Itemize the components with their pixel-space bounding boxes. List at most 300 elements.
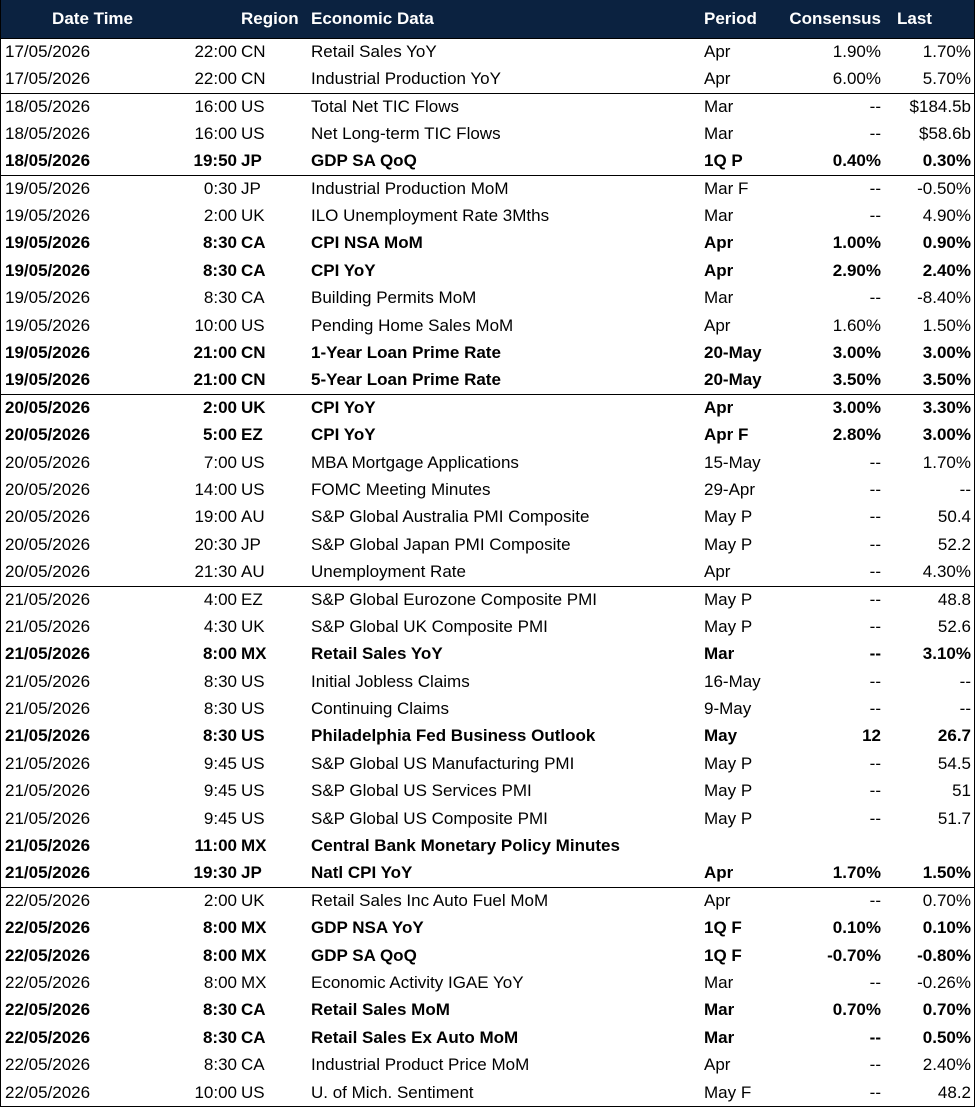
cell-region: CA: [241, 1027, 266, 1047]
table-row: [1, 1079, 974, 1106]
cell-period: Apr: [704, 891, 731, 911]
table-row: [1, 887, 974, 914]
cell-period: May P: [704, 808, 753, 828]
cell-region: JP: [241, 179, 261, 199]
cell-region: US: [241, 753, 265, 773]
cell-region: JP: [241, 151, 262, 171]
cell-date: 21/05/2026: [5, 590, 91, 609]
cell-date: 19/05/2026: [5, 288, 91, 308]
table-row: [1, 832, 974, 859]
cell-period: Apr: [704, 863, 734, 883]
cell-period: Mar: [704, 1027, 735, 1047]
cell-date: 22/05/2026: [5, 1055, 91, 1075]
cell-time: 8:30: [202, 1027, 237, 1047]
cell-region: US: [241, 808, 265, 828]
cell-time: 8:00: [202, 918, 237, 938]
cell-period: Apr F: [704, 425, 749, 445]
cell-period: Apr: [704, 315, 731, 335]
cell-date: 22/05/2026: [5, 918, 91, 938]
cell-time: 8:30: [203, 288, 237, 308]
cell-region: JP: [241, 863, 262, 883]
cell-last: -0.80%: [917, 945, 971, 965]
cell-consensus: 2.80%: [832, 425, 881, 445]
cell-time: 22:00: [194, 42, 237, 62]
cell-period: 1Q P: [704, 151, 743, 171]
cell-consensus: 3.50%: [832, 370, 881, 390]
table-row: [1, 1024, 974, 1051]
cell-economic-data: Net Long-term TIC Flows: [311, 123, 501, 143]
cell-date: 18/05/2026: [5, 96, 91, 116]
cell-period: Mar: [704, 96, 734, 116]
table-row: [1, 476, 974, 503]
cell-time: 7:00: [203, 452, 237, 472]
table-row: [1, 285, 974, 312]
cell-date: 21/05/2026: [5, 699, 91, 719]
cell-last: 50.4: [937, 507, 971, 527]
cell-economic-data: Retail Sales YoY: [311, 42, 437, 62]
cell-last: 3.00%: [922, 342, 971, 362]
cell-economic-data: Retail Sales MoM: [311, 1000, 450, 1020]
cell-consensus: 1.60%: [832, 315, 881, 335]
cell-region: MX: [241, 945, 267, 965]
header-economic-data: Economic Data: [311, 9, 434, 28]
cell-consensus: --: [869, 781, 881, 801]
cell-region: AU: [241, 562, 265, 582]
cell-period: May P: [704, 753, 753, 773]
cell-period: 16-May: [704, 671, 761, 691]
cell-consensus: --: [869, 507, 881, 527]
cell-economic-data: S&P Global Australia PMI Composite: [311, 507, 590, 527]
cell-economic-data: GDP SA QoQ: [311, 945, 417, 965]
cell-region: UK: [241, 891, 265, 911]
cell-consensus: 0.10%: [832, 918, 881, 938]
cell-time: 8:30: [203, 1055, 237, 1075]
table-row: [1, 860, 974, 887]
table-row: [1, 394, 974, 421]
cell-period: Mar F: [704, 179, 749, 199]
cell-last: -0.50%: [917, 179, 971, 199]
cell-date: 22/05/2026: [5, 891, 91, 911]
cell-time: 16:00: [194, 123, 237, 143]
cell-time: 9:45: [203, 753, 237, 773]
cell-date: 20/05/2026: [5, 398, 91, 418]
cell-consensus: --: [869, 179, 881, 199]
cell-region: MX: [241, 918, 267, 938]
table-row: [1, 449, 974, 476]
cell-region: CA: [241, 233, 266, 253]
cell-time: 4:30: [203, 616, 237, 636]
cell-date: 19/05/2026: [5, 260, 91, 280]
table-row: [1, 695, 974, 722]
cell-period: Mar: [704, 644, 735, 664]
cell-period: May P: [704, 590, 753, 609]
cell-last: 0.50%: [922, 1027, 971, 1047]
table-row: [1, 230, 974, 257]
cell-time: 21:00: [193, 370, 237, 390]
cell-economic-data: Unemployment Rate: [311, 562, 466, 582]
cell-economic-data: CPI YoY: [311, 260, 376, 280]
cell-date: 22/05/2026: [5, 1027, 91, 1047]
cell-last: --: [959, 479, 971, 499]
cell-economic-data: Pending Home Sales MoM: [311, 315, 514, 335]
cell-region: US: [241, 123, 265, 143]
cell-period: Apr: [704, 42, 731, 62]
cell-consensus: 0.40%: [832, 151, 881, 171]
cell-date: 21/05/2026: [5, 781, 91, 801]
cell-last: 1.50%: [922, 863, 971, 883]
table-row: [1, 120, 974, 147]
table-row: [1, 504, 974, 531]
table-row: [1, 668, 974, 695]
cell-time: 8:30: [203, 699, 237, 719]
cell-time: 9:45: [203, 808, 237, 828]
cell-time: 19:50: [193, 151, 237, 171]
cell-date: 22/05/2026: [5, 1000, 91, 1020]
cell-date: 19/05/2026: [5, 233, 91, 253]
cell-consensus: --: [869, 452, 881, 472]
table-row: [1, 613, 974, 640]
cell-last: 26.7: [937, 726, 971, 746]
cell-date: 20/05/2026: [5, 507, 91, 527]
cell-period: 1Q F: [704, 918, 742, 938]
cell-time: 8:30: [202, 260, 237, 280]
cell-last: 0.70%: [922, 1000, 971, 1020]
cell-region: MX: [241, 644, 267, 664]
cell-consensus: -0.70%: [827, 945, 881, 965]
cell-consensus: --: [869, 644, 881, 664]
cell-time: 2:00: [203, 891, 237, 911]
cell-date: 22/05/2026: [5, 1082, 91, 1102]
cell-region: MX: [241, 836, 267, 856]
cell-region: UK: [241, 616, 265, 636]
cell-period: May P: [704, 781, 753, 801]
cell-region: US: [241, 699, 265, 719]
cell-period: May P: [704, 616, 753, 636]
cell-last: 0.10%: [922, 918, 971, 938]
cell-last: 3.50%: [922, 370, 971, 390]
cell-consensus: --: [869, 1055, 881, 1075]
cell-period: 1Q F: [704, 945, 742, 965]
cell-region: US: [241, 479, 265, 499]
table-row: [1, 997, 974, 1024]
cell-period: Mar: [704, 1000, 735, 1020]
cell-economic-data: GDP NSA YoY: [311, 918, 424, 938]
cell-period: May P: [704, 534, 753, 554]
cell-date: 21/05/2026: [5, 726, 91, 746]
cell-region: CN: [241, 42, 266, 62]
table-row: [1, 915, 974, 942]
cell-time: 14:00: [194, 479, 237, 499]
cell-economic-data: MBA Mortgage Applications: [311, 452, 519, 472]
cell-economic-data: Industrial Production MoM: [311, 179, 509, 199]
cell-period: Apr: [704, 398, 734, 418]
cell-period: 20-May: [704, 342, 762, 362]
cell-economic-data: Continuing Claims: [311, 699, 449, 719]
cell-time: 21:00: [193, 342, 237, 362]
cell-consensus: 3.00%: [832, 398, 881, 418]
cell-economic-data: Natl CPI YoY: [311, 863, 413, 883]
cell-economic-data: Retail Sales Inc Auto Fuel MoM: [311, 891, 549, 911]
table-row: [1, 969, 974, 996]
table-row: [1, 38, 974, 65]
cell-consensus: --: [869, 671, 881, 691]
cell-economic-data: 1-Year Loan Prime Rate: [311, 342, 501, 362]
cell-date: 22/05/2026: [5, 972, 91, 992]
cell-consensus: 2.90%: [832, 260, 881, 280]
cell-last: 54.5: [937, 753, 971, 773]
cell-economic-data: CPI YoY: [311, 398, 376, 418]
cell-period: Apr: [704, 69, 731, 89]
cell-date: 20/05/2026: [5, 562, 91, 582]
cell-consensus: 0.70%: [832, 1000, 881, 1020]
cell-last: --: [959, 671, 971, 691]
header-last: Last: [897, 9, 932, 28]
cell-region: US: [241, 452, 265, 472]
cell-date: 21/05/2026: [5, 836, 91, 856]
cell-economic-data: Industrial Product Price MoM: [311, 1055, 530, 1075]
cell-date: 18/05/2026: [5, 151, 91, 171]
table-row: [1, 805, 974, 832]
cell-economic-data: ILO Unemployment Rate 3Mths: [311, 206, 550, 226]
cell-period: May: [704, 726, 738, 746]
cell-date: 17/05/2026: [5, 69, 91, 89]
cell-region: US: [241, 726, 265, 746]
cell-consensus: --: [869, 1027, 881, 1047]
table-row: [1, 942, 974, 969]
cell-region: CN: [241, 342, 266, 362]
cell-time: 16:00: [194, 96, 237, 116]
cell-economic-data: S&P Global Japan PMI Composite: [311, 534, 571, 554]
cell-period: Mar: [704, 972, 734, 992]
cell-economic-data: Industrial Production YoY: [311, 69, 501, 89]
cell-consensus: 1.00%: [832, 233, 881, 253]
cell-consensus: --: [869, 590, 881, 609]
table-header: [1, 0, 974, 38]
cell-economic-data: Building Permits MoM: [311, 288, 477, 308]
cell-date: 20/05/2026: [5, 452, 91, 472]
cell-region: US: [241, 781, 265, 801]
cell-region: EZ: [241, 590, 263, 609]
cell-date: 20/05/2026: [5, 425, 91, 445]
cell-last: 0.90%: [922, 233, 971, 253]
cell-time: 8:00: [203, 972, 237, 992]
table-row: [1, 312, 974, 339]
header-region: Region: [241, 9, 299, 28]
cell-time: 9:45: [203, 781, 237, 801]
cell-date: 17/05/2026: [5, 42, 91, 62]
cell-economic-data: Total Net TIC Flows: [311, 96, 460, 116]
cell-last: 0.30%: [922, 151, 971, 171]
table-row: [1, 421, 974, 448]
cell-period: Apr: [704, 562, 731, 582]
cell-economic-data: 5-Year Loan Prime Rate: [311, 370, 501, 390]
cell-last: 48.8: [937, 590, 971, 609]
cell-date: 19/05/2026: [5, 370, 91, 390]
cell-economic-data: U. of Mich. Sentiment: [311, 1082, 474, 1102]
cell-time: 8:00: [202, 644, 237, 664]
table-row: [1, 778, 974, 805]
cell-period: 29-Apr: [704, 479, 756, 499]
cell-last: 4.30%: [922, 562, 971, 582]
table-row: [1, 65, 974, 92]
cell-consensus: --: [869, 96, 881, 116]
table-row: [1, 148, 974, 175]
cell-economic-data: CPI YoY: [311, 425, 376, 445]
cell-time: 19:00: [194, 507, 237, 527]
cell-date: 19/05/2026: [5, 206, 91, 226]
table-row: [1, 93, 974, 120]
cell-last: $58.6b: [919, 123, 971, 143]
cell-consensus: 1.90%: [832, 42, 881, 62]
cell-time: 11:00: [194, 836, 237, 856]
cell-consensus: --: [869, 753, 881, 773]
cell-period: Mar: [704, 206, 734, 226]
cell-last: 2.40%: [922, 260, 971, 280]
cell-region: UK: [241, 206, 265, 226]
cell-last: $184.5b: [909, 96, 971, 116]
cell-period: 9-May: [704, 699, 752, 719]
cell-consensus: --: [869, 699, 881, 719]
header-consensus: Consensus: [789, 9, 881, 28]
cell-time: 4:00: [203, 590, 237, 609]
cell-time: 21:30: [194, 562, 237, 582]
cell-region: UK: [241, 398, 266, 418]
cell-consensus: --: [869, 288, 881, 308]
table-row: [1, 1051, 974, 1078]
cell-economic-data: S&P Global UK Composite PMI: [311, 616, 548, 636]
table-row: [1, 558, 974, 585]
cell-date: 18/05/2026: [5, 123, 91, 143]
cell-last: 3.10%: [922, 644, 971, 664]
cell-date: 19/05/2026: [5, 342, 91, 362]
cell-last: -0.26%: [917, 972, 971, 992]
cell-last: 5.70%: [922, 69, 971, 89]
cell-consensus: --: [869, 206, 881, 226]
cell-period: May P: [704, 507, 753, 527]
header-date-time: Date Time: [52, 9, 133, 28]
table-row: [1, 750, 974, 777]
cell-region: EZ: [241, 425, 263, 445]
cell-economic-data: S&P Global US Composite PMI: [311, 808, 548, 828]
cell-region: AU: [241, 507, 265, 527]
cell-consensus: --: [869, 891, 881, 911]
cell-region: JP: [241, 534, 261, 554]
cell-last: 0.70%: [922, 891, 971, 911]
cell-time: 10:00: [194, 315, 237, 335]
cell-date: 20/05/2026: [5, 479, 91, 499]
cell-economic-data: Initial Jobless Claims: [311, 671, 470, 691]
cell-economic-data: S&P Global US Services PMI: [311, 781, 532, 801]
cell-region: CA: [241, 288, 265, 308]
cell-date: 19/05/2026: [5, 179, 91, 199]
cell-consensus: --: [869, 972, 881, 992]
cell-consensus: --: [869, 1082, 881, 1102]
cell-time: 8:30: [202, 233, 237, 253]
cell-date: 20/05/2026: [5, 534, 91, 554]
cell-date: 21/05/2026: [5, 808, 91, 828]
cell-consensus: 1.70%: [832, 863, 881, 883]
cell-last: -8.40%: [917, 288, 971, 308]
cell-time: 2:00: [202, 398, 237, 418]
cell-last: 4.90%: [922, 206, 971, 226]
table-row: [1, 641, 974, 668]
table-row: [1, 257, 974, 284]
table-row: [1, 339, 974, 366]
cell-time: 8:30: [202, 1000, 237, 1020]
cell-date: 21/05/2026: [5, 863, 91, 883]
cell-consensus: 12: [862, 726, 881, 746]
cell-consensus: --: [869, 123, 881, 143]
cell-economic-data: Retail Sales YoY: [311, 644, 443, 664]
cell-date: 19/05/2026: [5, 315, 91, 335]
cell-last: 2.40%: [922, 1055, 971, 1075]
cell-period: Apr: [704, 1055, 731, 1075]
cell-economic-data: Retail Sales Ex Auto MoM: [311, 1027, 519, 1047]
cell-period: Apr: [704, 233, 734, 253]
cell-date: 21/05/2026: [5, 644, 91, 664]
table-row: [1, 367, 974, 394]
cell-region: US: [241, 1082, 265, 1102]
cell-consensus: --: [869, 562, 881, 582]
cell-time: 8:30: [203, 671, 237, 691]
cell-time: 2:00: [203, 206, 237, 226]
cell-date: 21/05/2026: [5, 671, 91, 691]
cell-time: 10:00: [194, 1082, 237, 1102]
cell-last: 52.6: [937, 616, 971, 636]
cell-consensus: --: [869, 808, 881, 828]
cell-economic-data: FOMC Meeting Minutes: [311, 479, 491, 499]
cell-last: 3.00%: [922, 425, 971, 445]
cell-last: 1.50%: [922, 315, 971, 335]
cell-consensus: --: [869, 479, 881, 499]
cell-last: --: [959, 699, 971, 719]
cell-economic-data: S&P Global US Manufacturing PMI: [311, 753, 575, 773]
cell-time: 0:30: [203, 179, 237, 199]
cell-region: CA: [241, 1055, 265, 1075]
cell-last: 48.2: [937, 1082, 971, 1102]
cell-time: 20:30: [194, 534, 237, 554]
cell-date: 22/05/2026: [5, 945, 91, 965]
cell-last: 1.70%: [922, 42, 971, 62]
table-row: [1, 586, 974, 613]
cell-consensus: --: [869, 534, 881, 554]
cell-economic-data: CPI NSA MoM: [311, 233, 423, 253]
table-row: [1, 723, 974, 750]
cell-last: 51.7: [937, 808, 971, 828]
table-row: [1, 175, 974, 202]
cell-consensus: 6.00%: [832, 69, 881, 89]
cell-region: CN: [241, 370, 266, 390]
cell-consensus: --: [869, 616, 881, 636]
cell-economic-data: GDP SA QoQ: [311, 151, 417, 171]
cell-region: CA: [241, 1000, 266, 1020]
cell-region: US: [241, 315, 265, 335]
table-row: [1, 531, 974, 558]
cell-region: CN: [241, 69, 266, 89]
cell-region: CA: [241, 260, 266, 280]
cell-period: 15-May: [704, 452, 761, 472]
cell-region: US: [241, 671, 265, 691]
cell-economic-data: Economic Activity IGAE YoY: [311, 972, 524, 992]
cell-time: 8:00: [202, 945, 237, 965]
cell-economic-data: Philadelphia Fed Business Outlook: [311, 726, 596, 746]
cell-economic-data: Central Bank Monetary Policy Minutes: [311, 836, 620, 856]
cell-period: May F: [704, 1082, 752, 1102]
cell-last: 52.2: [937, 534, 971, 554]
cell-date: 21/05/2026: [5, 753, 91, 773]
cell-period: Mar: [704, 123, 734, 143]
cell-economic-data: S&P Global Eurozone Composite PMI: [311, 590, 597, 609]
